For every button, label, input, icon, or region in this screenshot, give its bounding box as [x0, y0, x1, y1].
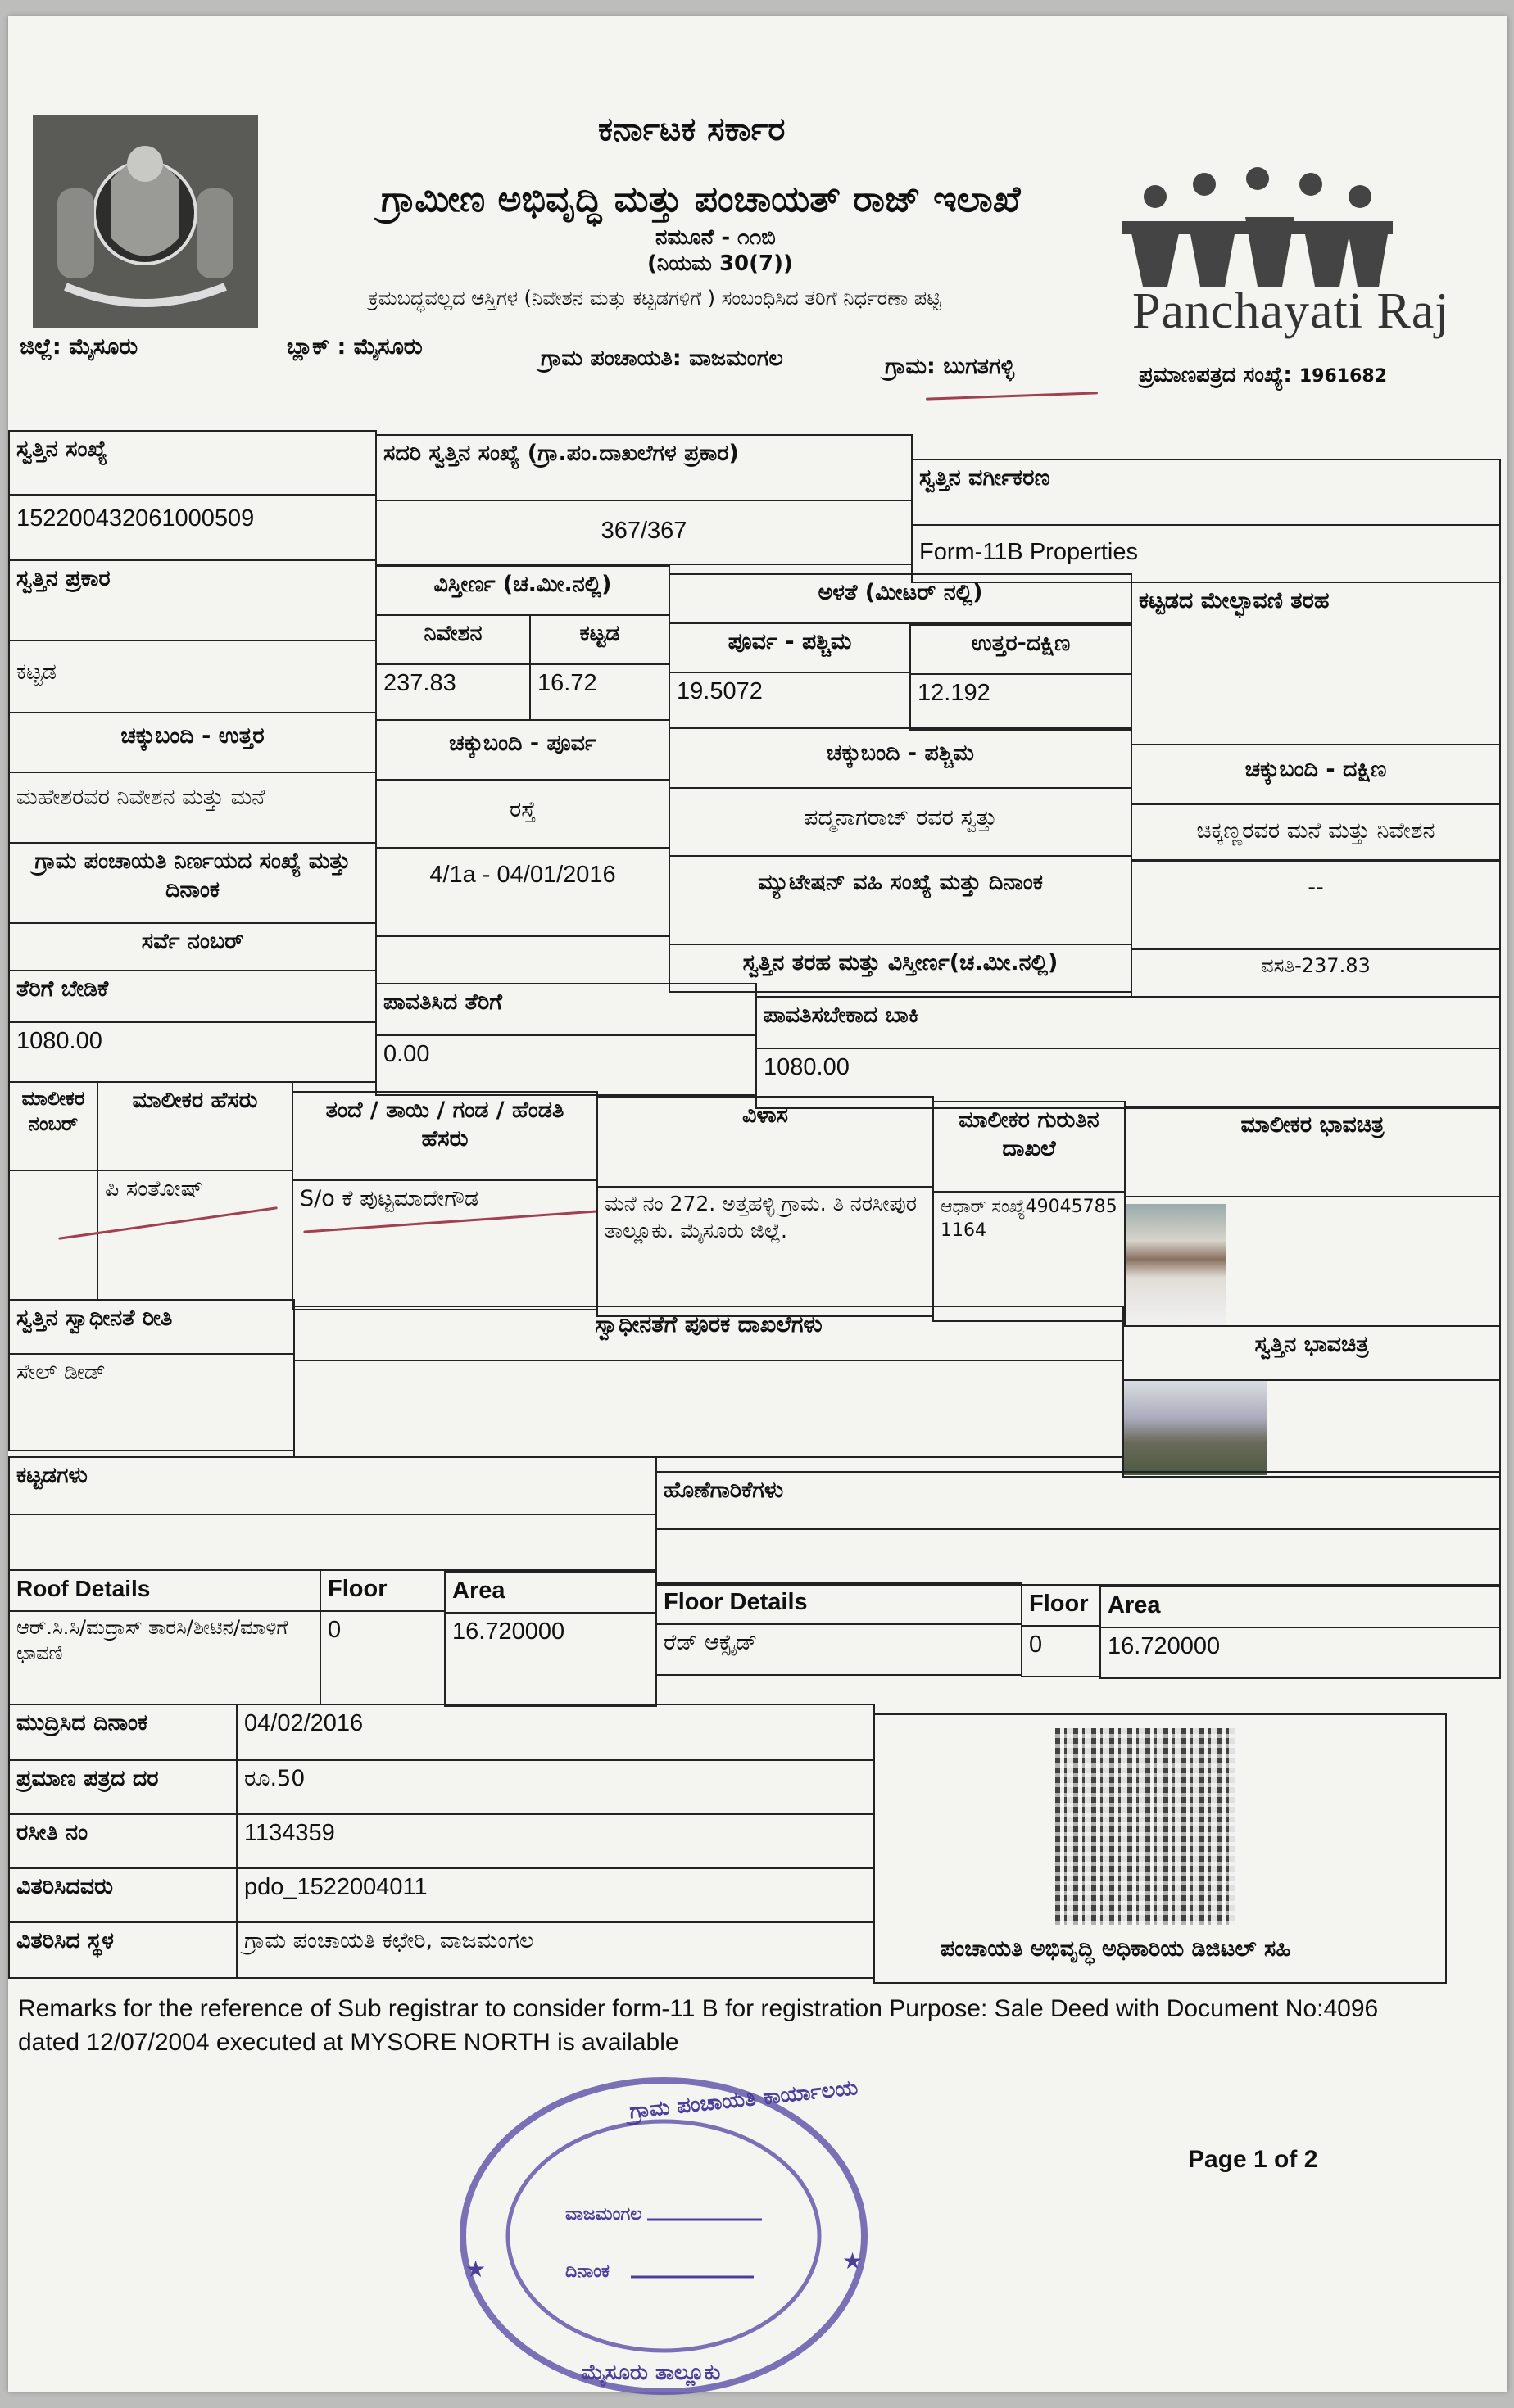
building-label: ಕಟ್ಟಡ [529, 614, 670, 665]
boundary-east: ರಸ್ತೆ [375, 779, 670, 849]
boundary-west: ಪದ್ಮನಾಗರಾಜ್ ರವರ ಸ್ವತ್ತು [669, 787, 1132, 857]
dimensions-label: ಅಳತೆ (ಮೀಟರ್ ನಲ್ಲಿ) [669, 573, 1132, 624]
receipt-label: ರಸೀತಿ ನಂ [8, 1813, 238, 1869]
roof-detail: ಆರ್.ಸಿ.ಸಿ/ಮದ್ರಾಸ್ ತಾರಸಿ/ಶೀಟಿನ/ಮಾಳಿಗೆ ಛಾವಣಿ [8, 1610, 321, 1705]
form-number: ನಮೂನೆ - ೧೧ಬಿ [655, 225, 776, 250]
buildings-title: ಕಟ್ಟಡಗಳು [8, 1456, 657, 1515]
property-id-label: ಸ್ವತ್ತಿನ ಸಂಖ್ಯೆ [8, 430, 377, 496]
property-id: 152200432061000509 [8, 494, 377, 561]
address-label: ವಿಳಾಸ [596, 1096, 934, 1188]
property-type-label: ಸ್ವತ್ತಿನ ಪ್ರಕಾರ [8, 559, 377, 641]
tax-paid: 0.00 [375, 1034, 757, 1096]
resolution-label: ಗ್ರಾಮ ಪಂಚಾಯತಿ ನಿರ್ಣಯದ ಸಂಖ್ಯೆ ಮತ್ತು ದಿನಾಂಕ [8, 842, 377, 924]
property-type: ಕಟ್ಟಡ [8, 640, 377, 713]
tax-paid-label: ಪಾವತಿಸಿದ ತೆರಿಗೆ [375, 983, 757, 1036]
svg-text:★: ★ [465, 2256, 487, 2283]
floor-no: 0 [1021, 1625, 1101, 1677]
issue-date-label: ಮುದ್ರಿಸಿದ ದಿನಾಂಕ [8, 1704, 238, 1761]
pen-underline [926, 392, 1098, 400]
village: ಗ್ರಾಮ: ಬುಗತಗಳ್ಳಿ [885, 354, 1015, 379]
seal-ring-bottom: ಮೈಸೂರು ತಾಲ್ಲೂಕು [582, 2360, 721, 2385]
site-area: 237.83 [375, 663, 531, 721]
remarks-line-1: Remarks for the reference of Sub registrar to consider form-11 B for registration Purpose: Sale Deed with Document No:4096 [18, 1995, 1379, 2022]
kind-label: ಸ್ವತ್ತಿನ ತರಹ ಮತ್ತು ವಿಸ್ತೀರ್ಣ(ಚ.ಮೀ.ನಲ್ಲಿ) [669, 944, 1132, 993]
property-photo-label: ಸ್ವತ್ತಿನ ಭಾವಚಿತ್ರ [1122, 1325, 1501, 1381]
issuer: pdo_1522004011 [236, 1867, 875, 1923]
owner-no-label: ಮಾಲೀಕರ ನಂಬರ್ [8, 1081, 98, 1171]
docs-label: ಸ್ವಾಧೀನತೆಗೆ ಪೂರಕ ದಾಖಲೆಗಳು [293, 1306, 1124, 1361]
remarks-line-2: dated 12/07/2004 executed at MYSORE NORTH is available [18, 2028, 679, 2056]
kind: ವಸತಿ-237.83 [1131, 948, 1501, 998]
floor-details-label: Floor Details [655, 1582, 1022, 1625]
block: ಬ್ಲಾಕ್ : ಮೈಸೂರು [287, 334, 423, 360]
east-west: 19.5072 [669, 672, 911, 729]
idproof-label: ಮಾಲೀಕರ ಗುರುತಿನ ದಾಖಲೆ [932, 1101, 1126, 1193]
roof-floor: 0 [320, 1610, 446, 1705]
owner-photo [1126, 1204, 1226, 1327]
owner-photo-cell [1124, 1196, 1501, 1327]
form-11b-document [8, 16, 1507, 2392]
mutation-label: ಮ್ಯುಟೇಷನ್ ವಹಿ ಸಂಖ್ಯೆ ಮತ್ತು ದಿನಾಂಕ [669, 855, 1132, 945]
boundary-south-label: ಚಕ್ಕುಬಂದಿ - ದಕ್ಷಿಣ [1131, 744, 1501, 805]
survey-label: ಸರ್ವೆ ನಂಬರ್ [8, 922, 377, 971]
panchayati-raj-text: Panchayati Raj [1132, 283, 1450, 339]
property-photo-cell [1122, 1379, 1501, 1478]
address: ಮನೆ ನಂ 272. ಅತ್ತಹಳ್ಳಿ ಗ್ರಾಮ. ತಿ ನರಸೀಪುರ ತಾಲ್ಲೂಕು. ಮೈಸೂರು ಜಿಲ್ಲೆ. [596, 1186, 934, 1317]
issuer-label: ವಿತರಿಸಿದವರು [8, 1867, 238, 1923]
idproof: ಆಧಾರ್ ಸಂಖ್ಯೆ490457851164 [932, 1191, 1126, 1322]
panchayati-raj-logo-icon [1122, 164, 1393, 287]
tax-demand: 1080.00 [8, 1021, 377, 1083]
relation: S/o ಕೆ ಪುಟ್ಟಮಾದೇಗೌಡ [292, 1179, 598, 1310]
floor2-label: Floor [1021, 1584, 1101, 1627]
floor-label: Floor [320, 1569, 446, 1612]
local-id-label: ಸದರಿ ಸ್ವತ್ತಿನ ಸಂಖ್ಯೆ (ಗ್ರಾ.ಪಂ.ದಾಖಲೆಗಳ ಪ್ರಕಾರ) [375, 434, 913, 501]
east-west-label: ಪೂರ್ವ - ಪಶ್ಚಿಮ [669, 622, 911, 673]
roof-type-label: ಕಟ್ಟಡದ ಮೇಲ್ಛಾವಣಿ ತರಹ [1131, 582, 1501, 745]
seal-ring-top: ಗ್ರಾಮ ಪಂಚಾಯತಿ ಕಾರ್ಯಾಲಯ [628, 2075, 859, 2125]
area2-label: Area [1099, 1586, 1501, 1628]
ownership-method-label: ಸ್ವತ್ತಿನ ಸ್ವಾಧೀನತೆ ರೀತಿ [8, 1299, 295, 1355]
qr-code-icon[interactable] [1055, 1728, 1235, 1925]
area-col-label: Area [444, 1571, 657, 1614]
local-id: 367/367 [375, 500, 913, 565]
boundary-west-label: ಚಕ್ಕುಬಂದಿ - ಪಶ್ಚಿಮ [669, 727, 1132, 789]
district: ಜಿಲ್ಲೆ: ಮೈಸೂರು [20, 334, 138, 360]
floor-area: 16.720000 [1099, 1627, 1501, 1679]
place-label: ವಿತರಿಸಿದ ಸ್ಥಳ [8, 1921, 238, 1979]
rule-number: (ನಿಯಮ 30(7)) [647, 251, 793, 276]
tax-demand-label: ತೆರಿಗೆ ಬೇಡಿಕೆ [8, 970, 377, 1023]
owner-photo-label: ಮಾಲೀಕರ ಭಾವಚಿತ್ರ [1124, 1106, 1501, 1197]
owner-name-label: ಮಾಲೀಕರ ಹೆಸರು [97, 1081, 293, 1171]
gov-title: ಕರ್ನಾಟಕ ಸರ್ಕಾರ [598, 111, 786, 148]
liabilities-blank [655, 1528, 1501, 1586]
tax-due: 1080.00 [755, 1048, 1501, 1109]
gram-panchayat: ಗ್ರಾಮ ಪಂಚಾಯತಿ: ವಾಜಮಂಗಲ [541, 346, 783, 371]
owner-name: ಪಿ ಸಂತೋಷ್ [97, 1170, 293, 1301]
dept-title: ಗ್ರಾಮೀಣ ಅಭಿವೃದ್ಧಿ ಮತ್ತು ಪಂಚಾಯತ್ ರಾಜ್ ಇಲಾಖೆ [381, 179, 1021, 220]
seal-line-1: ವಾಜಮಂಗಲ [565, 2204, 642, 2225]
mutation: -- [1131, 860, 1501, 950]
north-south: 12.192 [909, 673, 1132, 731]
building-area: 16.72 [529, 663, 670, 721]
property-photo [1124, 1381, 1267, 1475]
boundary-north-label: ಚಕ್ಕುಬಂದಿ - ಉತ್ತರ [8, 712, 377, 773]
fee-label: ಪ್ರಮಾಣ ಪತ್ರದ ದರ [8, 1759, 238, 1815]
area-label: ವಿಸ್ತೀರ್ಣ (ಚ.ಮೀ.ನಲ್ಲಿ) [375, 565, 670, 616]
classification-label: ಸ್ವತ್ತಿನ ವರ್ಗೀಕರಣ [911, 459, 1501, 526]
fee: ರೂ.50 [236, 1759, 875, 1815]
official-seal-stamp [442, 2048, 885, 2408]
roof-details-label: Roof Details [8, 1569, 321, 1612]
boundary-south: ಚಿಕ್ಕಣ್ಣರವರ ಮನೆ ಮತ್ತು ನಿವೇಶನ [1131, 803, 1501, 861]
certificate-number [1139, 363, 1387, 388]
roof-area: 16.720000 [444, 1612, 657, 1707]
receipt: 1134359 [236, 1813, 875, 1869]
survey [375, 935, 670, 984]
cert-value: 1961682 [1299, 366, 1388, 387]
buildings-blank [8, 1514, 657, 1571]
tax-due-label: ಪಾವತಿಸಬೇಕಾದ ಬಾಕಿ [755, 996, 1501, 1049]
north-south-label: ಉತ್ತರ-ದಕ್ಷಿಣ [909, 624, 1132, 675]
boundary-north: ಮಹೇಶರವರ ನಿವೇಶನ ಮತ್ತು ಮನೆ [8, 772, 377, 844]
relation-label: ತಂದೆ / ತಾಯಿ / ಗಂಡ / ಹೆಂಡತಿ ಹೆಸರು [292, 1091, 598, 1181]
ownership-method: ಸೇಲ್ ಡೀಡ್ [8, 1353, 295, 1451]
floor-detail: ರೆಡ್ ಆಕ್ಸೈಡ್ [655, 1623, 1022, 1676]
svg-text:★: ★ [842, 2247, 864, 2274]
boundary-east-label: ಚಕ್ಕುಬಂದಿ - ಪೂರ್ವ [375, 719, 670, 781]
signature-label: ಪಂಚಾಯತಿ ಅಭಿವೃದ್ಧಿ ಅಧಿಕಾರಿಯ ಡಿಜಿಟಲ್ ಸಹಿ [941, 1936, 1291, 1962]
resolution: 4/1a - 04/01/2016 [375, 847, 670, 937]
seal-line-2: ದಿನಾಂಕ [565, 2261, 610, 2282]
place: ಗ್ರಾಮ ಪಂಚಾಯತಿ ಕಛೇರಿ, ವಾಜಮಂಗಲ [236, 1921, 875, 1979]
cert-label: ಪ್ರಮಾಣಪತ್ರದ ಸಂಖ್ಯೆ: [1139, 363, 1292, 387]
classification: Form-11B Properties [911, 524, 1501, 583]
site-label: ನಿವೇಶನ [375, 614, 531, 665]
issue-date: 04/02/2016 [236, 1704, 875, 1761]
karnataka-emblem-icon [33, 115, 258, 328]
docs [293, 1360, 1124, 1458]
form-subtitle: ಕ್ರಮಬದ್ಧವಲ್ಲದ ಆಸ್ತಿಗಳ (ನಿವೇಶನ ಮತ್ತು ಕಟ್ಟಡಗಳಿಗೆ ) ಸಂಬಂಧಿಸಿದ ತರಿಗೆ ನಿರ್ಧರಣಾ ಪಟ್ಟಿ [369, 287, 941, 310]
liabilities-title: ಹೊಣೆಗಾರಿಕೆಗಳು [655, 1471, 1501, 1530]
page-number: Page 1 of 2 [1188, 2146, 1318, 2173]
